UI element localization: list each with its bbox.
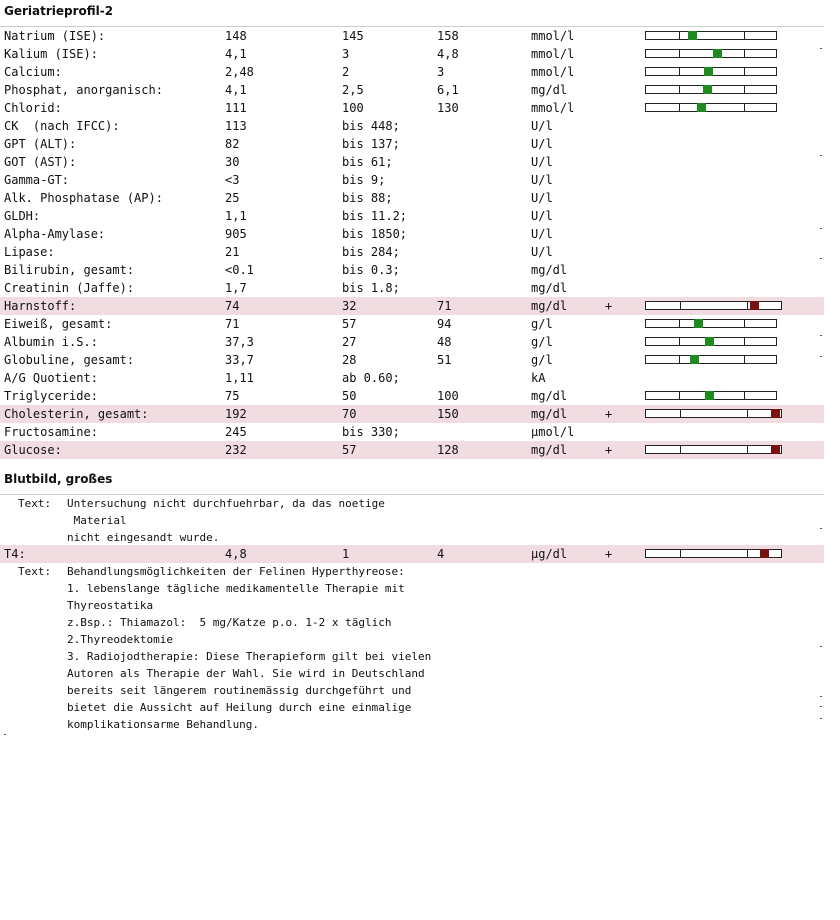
result-value: 245	[225, 425, 247, 439]
table-row	[0, 81, 824, 99]
unit: mg/dl	[531, 83, 568, 97]
result-value: 111	[225, 101, 247, 115]
scan-mark	[820, 48, 822, 49]
reference-high: 6,1	[437, 83, 459, 97]
table-row	[0, 207, 824, 225]
unit: g/l	[531, 317, 553, 331]
range-bar	[645, 409, 782, 418]
reference-low: 1	[342, 547, 350, 561]
unit: U/l	[531, 119, 553, 133]
range-bar-marker	[703, 85, 712, 94]
reference-low: 57	[342, 317, 357, 331]
result-value: 71	[225, 317, 240, 331]
range-bar-marker	[760, 549, 769, 558]
range-bar-tick	[744, 392, 745, 399]
table-row	[0, 243, 824, 261]
range-bar-tick	[679, 392, 680, 399]
reference-low: 100	[342, 101, 364, 115]
range-bar	[645, 49, 777, 58]
range-bar-marker	[697, 103, 706, 112]
reference-low: 2,5	[342, 83, 364, 97]
result-value: 21	[225, 245, 240, 259]
table-row	[0, 405, 824, 423]
range-bar	[645, 445, 782, 454]
table-row	[0, 27, 824, 45]
range-bar	[645, 103, 777, 112]
table-row	[0, 423, 824, 441]
analyte-name: Chlorid:	[4, 101, 62, 115]
reference-low: 50	[342, 389, 357, 403]
flag-indicator: +	[605, 407, 613, 421]
result-value: 1,11	[225, 371, 254, 385]
range-bar-tick	[744, 104, 745, 111]
analyte-name: T4:	[4, 547, 26, 561]
result-value: 905	[225, 227, 247, 241]
table-row	[0, 297, 824, 315]
scan-mark	[820, 155, 822, 156]
range-bar-tick	[744, 50, 745, 57]
reference-low: 32	[342, 299, 357, 313]
analyte-name: Globuline, gesamt:	[4, 353, 135, 367]
reference-high: 4,8	[437, 47, 459, 61]
range-bar-tick	[747, 302, 748, 309]
analyte-name: Cholesterin, gesamt:	[4, 407, 149, 421]
range-bar	[645, 337, 777, 346]
range-bar-tick	[679, 32, 680, 39]
table-row	[0, 45, 824, 63]
range-bar	[645, 301, 782, 310]
scan-mark	[820, 718, 822, 719]
range-bar-tick	[679, 86, 680, 93]
range-bar-tick	[747, 446, 748, 453]
result-value: 4,8	[225, 547, 247, 561]
analyte-name: Alpha-Amylase:	[4, 227, 106, 241]
flag-indicator: +	[605, 299, 613, 313]
range-bar-tick	[747, 550, 748, 557]
range-bar-tick	[744, 356, 745, 363]
reference-low: bis 137;	[342, 137, 400, 151]
reference-low: bis 284;	[342, 245, 400, 259]
reference-low: 3	[342, 47, 350, 61]
reference-low: bis 0.3;	[342, 263, 400, 277]
scan-mark	[820, 356, 822, 357]
analyte-name: Creatinin (Jaffe):	[4, 281, 135, 295]
table-row	[0, 545, 824, 563]
reference-high: 94	[437, 317, 452, 331]
range-bar	[645, 67, 777, 76]
scan-mark	[820, 258, 822, 259]
unit: U/l	[531, 155, 553, 169]
reference-high: 150	[437, 407, 459, 421]
section-title-blutbild: Blutbild, großes	[4, 472, 113, 486]
result-value: 4,1	[225, 83, 247, 97]
range-bar-marker	[713, 49, 722, 58]
result-value: 37,3	[225, 335, 254, 349]
text-label: Text:	[18, 497, 52, 510]
range-bar-tick	[747, 410, 748, 417]
result-value: 113	[225, 119, 247, 133]
reference-low: 70	[342, 407, 357, 421]
unit: U/l	[531, 245, 553, 259]
range-bar	[645, 319, 777, 328]
analyte-name: GOT (AST):	[4, 155, 77, 169]
range-bar-tick	[679, 320, 680, 327]
range-bar-tick	[680, 446, 681, 453]
reference-low: bis 11.2;	[342, 209, 408, 223]
reference-low: 28	[342, 353, 357, 367]
result-value: 2,48	[225, 65, 254, 79]
reference-high: 3	[437, 65, 445, 79]
result-value: 1,1	[225, 209, 247, 223]
scan-mark	[820, 706, 822, 707]
range-bar	[645, 85, 777, 94]
unit: mg/dl	[531, 263, 568, 277]
reference-low: bis 88;	[342, 191, 393, 205]
range-bar	[645, 355, 777, 364]
analyte-name: A/G Quotient:	[4, 371, 98, 385]
unit: g/l	[531, 335, 553, 349]
range-bar-marker	[688, 31, 697, 40]
unit: U/l	[531, 191, 553, 205]
reference-high: 51	[437, 353, 452, 367]
range-bar-tick	[680, 302, 681, 309]
analyte-name: Harnstoff:	[4, 299, 77, 313]
range-bar-marker	[705, 391, 714, 400]
reference-low: bis 1.8;	[342, 281, 400, 295]
analyte-name: Natrium (ISE):	[4, 29, 106, 43]
flag-indicator: +	[605, 547, 613, 561]
unit: mmol/l	[531, 47, 575, 61]
analyte-name: Bilirubin, gesamt:	[4, 263, 135, 277]
reference-high: 128	[437, 443, 459, 457]
range-bar-marker	[690, 355, 699, 364]
table-row	[0, 153, 824, 171]
analyte-name: Eiweiß, gesamt:	[4, 317, 113, 331]
analyte-name: Phosphat, anorganisch:	[4, 83, 163, 97]
range-bar-marker	[704, 67, 713, 76]
reference-high: 100	[437, 389, 459, 403]
table-row	[0, 99, 824, 117]
result-value: <0.1	[225, 263, 254, 277]
table-row	[0, 279, 824, 297]
unit: g/l	[531, 353, 553, 367]
range-bar-tick	[744, 68, 745, 75]
result-value: 192	[225, 407, 247, 421]
scan-mark	[820, 646, 822, 647]
table-row	[0, 387, 824, 405]
reference-low: bis 9;	[342, 173, 386, 187]
analyte-name: Albumin i.S.:	[4, 335, 98, 349]
reference-low: 27	[342, 335, 357, 349]
range-bar-tick	[680, 410, 681, 417]
reference-high: 4	[437, 547, 445, 561]
result-value: 148	[225, 29, 247, 43]
unit: kA	[531, 371, 546, 385]
scan-mark	[820, 228, 822, 229]
unit: mg/dl	[531, 389, 568, 403]
range-bar-marker	[694, 319, 703, 328]
range-bar	[645, 391, 777, 400]
range-bar-tick	[679, 104, 680, 111]
unit: mmol/l	[531, 101, 575, 115]
result-value: 4,1	[225, 47, 247, 61]
unit: µg/dl	[531, 547, 568, 561]
reference-high: 71	[437, 299, 452, 313]
table-row	[0, 351, 824, 369]
range-bar-tick	[679, 338, 680, 345]
table-row	[0, 333, 824, 351]
table-row	[0, 117, 824, 135]
reference-low: ab 0.60;	[342, 371, 400, 385]
scan-mark	[4, 734, 6, 735]
range-bar-tick	[744, 338, 745, 345]
result-value: 74	[225, 299, 240, 313]
unit: mmol/l	[531, 29, 575, 43]
range-bar-tick	[744, 32, 745, 39]
result-value: 25	[225, 191, 240, 205]
result-value: 30	[225, 155, 240, 169]
scan-mark	[820, 335, 822, 336]
range-bar-marker	[771, 445, 780, 454]
text-note-hyperthyreose: Behandlungsmöglichkeiten der Felinen Hyperthyreose: 1. lebenslange tägliche medikamentelle Therapie mit Thyreostatika z.Bsp.: Thiamazol: 5 mg/Katze p.o. 1-2 x täglich 2.Thyreodektomie 3. Radiojodtherapie: Diese Therapieform gilt bei vielen Autoren als Therapie der Wahl. Sie wird in Deutschland bereits seit längerem routinemässig durchgeführt und bietet die Aussicht auf Heilung durch eine einmalige komplikationsarme Behandlung.	[67, 565, 432, 731]
analyte-name: Fructosamine:	[4, 425, 98, 439]
table-row	[0, 225, 824, 243]
table-row	[0, 135, 824, 153]
analyte-name: GLDH:	[4, 209, 41, 223]
result-value: 82	[225, 137, 240, 151]
table-row	[0, 369, 824, 387]
reference-high: 48	[437, 335, 452, 349]
reference-low: 57	[342, 443, 357, 457]
table-row	[0, 315, 824, 333]
result-value: 232	[225, 443, 247, 457]
text-note-material: Untersuchung nicht durchfuehrbar, da das noetige Material nicht eingesandt wurde.	[67, 497, 385, 544]
range-bar-marker	[750, 301, 759, 310]
analyte-name: CK (nach IFCC):	[4, 119, 120, 133]
section-title-geriatrieprofil: Geriatrieprofil-2	[4, 4, 114, 18]
unit: mg/dl	[531, 443, 568, 457]
table-row	[0, 441, 824, 459]
range-bar-tick	[679, 50, 680, 57]
reference-low: bis 61;	[342, 155, 393, 169]
range-bar-tick	[680, 550, 681, 557]
analyte-name: Kalium (ISE):	[4, 47, 98, 61]
result-value: 1,7	[225, 281, 247, 295]
reference-low: 2	[342, 65, 350, 79]
analyte-name: Calcium:	[4, 65, 62, 79]
range-bar	[645, 549, 782, 558]
analyte-name: Glucose:	[4, 443, 62, 457]
table-row	[0, 189, 824, 207]
reference-high: 130	[437, 101, 459, 115]
analyte-name: Lipase:	[4, 245, 55, 259]
unit: U/l	[531, 209, 553, 223]
unit: mg/dl	[531, 407, 568, 421]
text-label: Text:	[18, 565, 52, 578]
result-value: <3	[225, 173, 240, 187]
unit: U/l	[531, 137, 553, 151]
range-bar-tick	[744, 320, 745, 327]
analyte-name: Alk. Phosphatase (AP):	[4, 191, 163, 205]
table-row	[0, 171, 824, 189]
reference-low: bis 448;	[342, 119, 400, 133]
table-row	[0, 63, 824, 81]
range-bar	[645, 31, 777, 40]
range-bar-tick	[744, 86, 745, 93]
unit: mg/dl	[531, 281, 568, 295]
analyte-name: Triglyceride:	[4, 389, 98, 403]
unit: U/l	[531, 227, 553, 241]
range-bar-tick	[679, 68, 680, 75]
result-value: 75	[225, 389, 240, 403]
result-value: 33,7	[225, 353, 254, 367]
reference-low: bis 330;	[342, 425, 400, 439]
scan-mark	[820, 528, 822, 529]
reference-low: 145	[342, 29, 364, 43]
analyte-name: GPT (ALT):	[4, 137, 77, 151]
reference-low: bis 1850;	[342, 227, 408, 241]
unit: mmol/l	[531, 65, 575, 79]
range-bar-marker	[771, 409, 780, 418]
unit: mg/dl	[531, 299, 568, 313]
range-bar-marker	[705, 337, 714, 346]
range-bar-tick	[679, 356, 680, 363]
unit: U/l	[531, 173, 553, 187]
reference-high: 158	[437, 29, 459, 43]
scan-mark	[820, 696, 822, 697]
unit: µmol/l	[531, 425, 575, 439]
flag-indicator: +	[605, 443, 613, 457]
analyte-name: Gamma-GT:	[4, 173, 70, 187]
table-row	[0, 261, 824, 279]
